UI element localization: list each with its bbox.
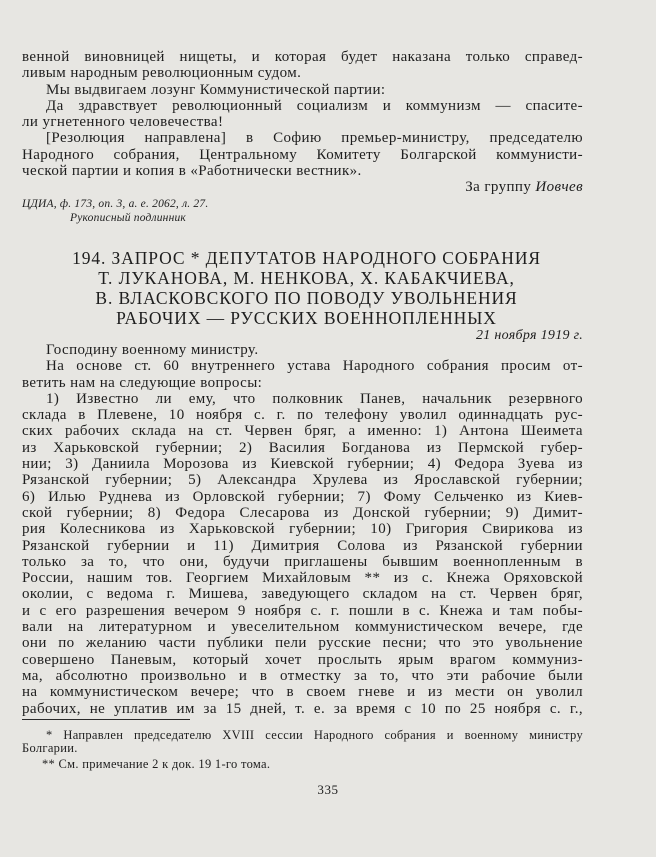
- text-line: ли угнетенного человечества!: [22, 114, 224, 131]
- text-line: ских рабочих склада на ст. Червен бряг, а именно: 1) Антона Шеимета: [22, 423, 583, 440]
- text-line: из Харьковской губернии; 2) Василия Богданова из Пермской губер-: [22, 439, 583, 456]
- text-line: они по желанию части публики пели русские песни; что это увольнение: [22, 635, 583, 652]
- salutation: Господину военному министру.: [46, 342, 259, 358]
- text-line: нии; 3) Даниила Морозова из Киевской губернии; 4) Федора Зуева из: [22, 456, 583, 473]
- archive-note: Рукописный подлинник: [70, 212, 187, 224]
- text-line: совершено Паневым, который хочет прослыть ярым врагом коммуниз-: [22, 651, 583, 668]
- text-line: Народного собрания, Центральному Комитету Болгарской коммунисти-: [22, 146, 583, 163]
- text-line: рия Колесникова из Харьковской губернии; 10) Григория Свирикова из: [22, 521, 583, 538]
- text-line: На основе ст. 60 внутреннего устава Народного собрания просим от-: [46, 358, 583, 375]
- document-heading: [26, 248, 587, 328]
- text-line: Мы выдвигаем лозунг Коммунистической партии:: [46, 81, 386, 98]
- text-line: вали на литературном и увеселительном коммунистическом вечере, где: [22, 619, 583, 636]
- heading-line: В. ВЛАСКОВСКОГО ПО ПОВОДУ УВОЛЬНЕНИЯ: [95, 288, 518, 308]
- document-date-block: [22, 329, 583, 343]
- heading-line: Т. ЛУКАНОВА, М. НЕНКОВА, Х. КАБАКЧИЕВА,: [98, 268, 515, 288]
- footnotes: [22, 729, 583, 771]
- text-line: ческой партии и копия в «Работнически вестник».: [22, 163, 362, 180]
- document-date: 21 ноября 1919 г.: [475, 328, 583, 343]
- text-line: и с его разрешения вечером 9 ноября с. г. пошли в с. Кнежа и там побы-: [22, 602, 583, 619]
- text-line: венной виновницей нищеты, и которая будет наказана только справед-: [22, 49, 583, 65]
- text-line: России, нашим тов. Георгием Михайловым ** из с. Кнежа Оряховской: [22, 570, 583, 587]
- text-line: [Резолюция направлена] в Софию премьер-министру, председателю: [46, 130, 583, 147]
- footnote-line: Болгарии.: [22, 741, 78, 755]
- text-line: 1) Известно ли ему, что полковник Панев, начальник резервного: [46, 390, 583, 407]
- text-line: ливым народным революционным судом.: [22, 65, 302, 82]
- previous-document-tail: [22, 49, 583, 196]
- heading-line: РАБОЧИХ — РУССКИХ ВОЕННОПЛЕННЫХ: [116, 308, 497, 328]
- archive-source: [22, 197, 583, 225]
- signature-prefix: За группу: [465, 179, 532, 196]
- text-line: Рязанской губернии и 11) Димитрия Солова из Рязанской губернии: [22, 537, 583, 554]
- heading-line: 194. ЗАПРОС * ДЕПУТАТОВ НАРОДНОГО СОБРАНИЯ: [72, 248, 541, 268]
- text-line: 6) Илью Руднева из Орловской губернии; 7) Фому Сельченко из Киев-: [22, 488, 583, 505]
- archive-reference: ЦДИА, ф. 173, оп. 3, а. е. 2062, л. 27.: [22, 198, 209, 210]
- footnote: [22, 729, 583, 755]
- document-body: [22, 342, 583, 717]
- footnote: [22, 758, 583, 771]
- text-line: склада в Плевене, 10 ноября с. г. по телефону уволил одиннадцать рус-: [22, 407, 583, 424]
- footnote-divider: [22, 719, 190, 720]
- footnote-line: * Направлен председателю XVIII сессии Народного собрания и военному министру: [46, 728, 583, 742]
- text-line: на коммунистическом вечере; что в своем гневе и из мести он уволил: [22, 684, 583, 701]
- text-line: ветить нам на следующие вопросы:: [22, 374, 263, 391]
- page-number: 335: [317, 782, 339, 797]
- text-line: только за то, что они, будучи приглашены бывшим военнопленным в: [22, 553, 583, 570]
- footnote-line: ** См. примечание 2 к док. 19 1-го тома.: [42, 757, 271, 771]
- signature-line: [22, 179, 583, 195]
- text-line: ской губернии; 8) Федора Слесарова из Донской губернии; 9) Димит-: [22, 504, 583, 521]
- text-line: рабочих, не уплатив им за 15 дней, т. е. за время с 10 по 25 ноября с. г.,: [22, 700, 583, 717]
- text-line: околии, с ведома г. Мишева, заведующего складом на ст. Червен бряг,: [22, 586, 583, 603]
- text-line: Рязанской губернии; 5) Александра Хрулева из Ярославской губернии;: [22, 472, 583, 489]
- signature-name: Иовчев: [535, 179, 583, 196]
- text-line: ма, абсолютно произвольно и в отместку за то, что эти рабочие были: [22, 667, 583, 684]
- text-line: Да здравствует революционный социализм и коммунизм — спасите-: [46, 97, 583, 114]
